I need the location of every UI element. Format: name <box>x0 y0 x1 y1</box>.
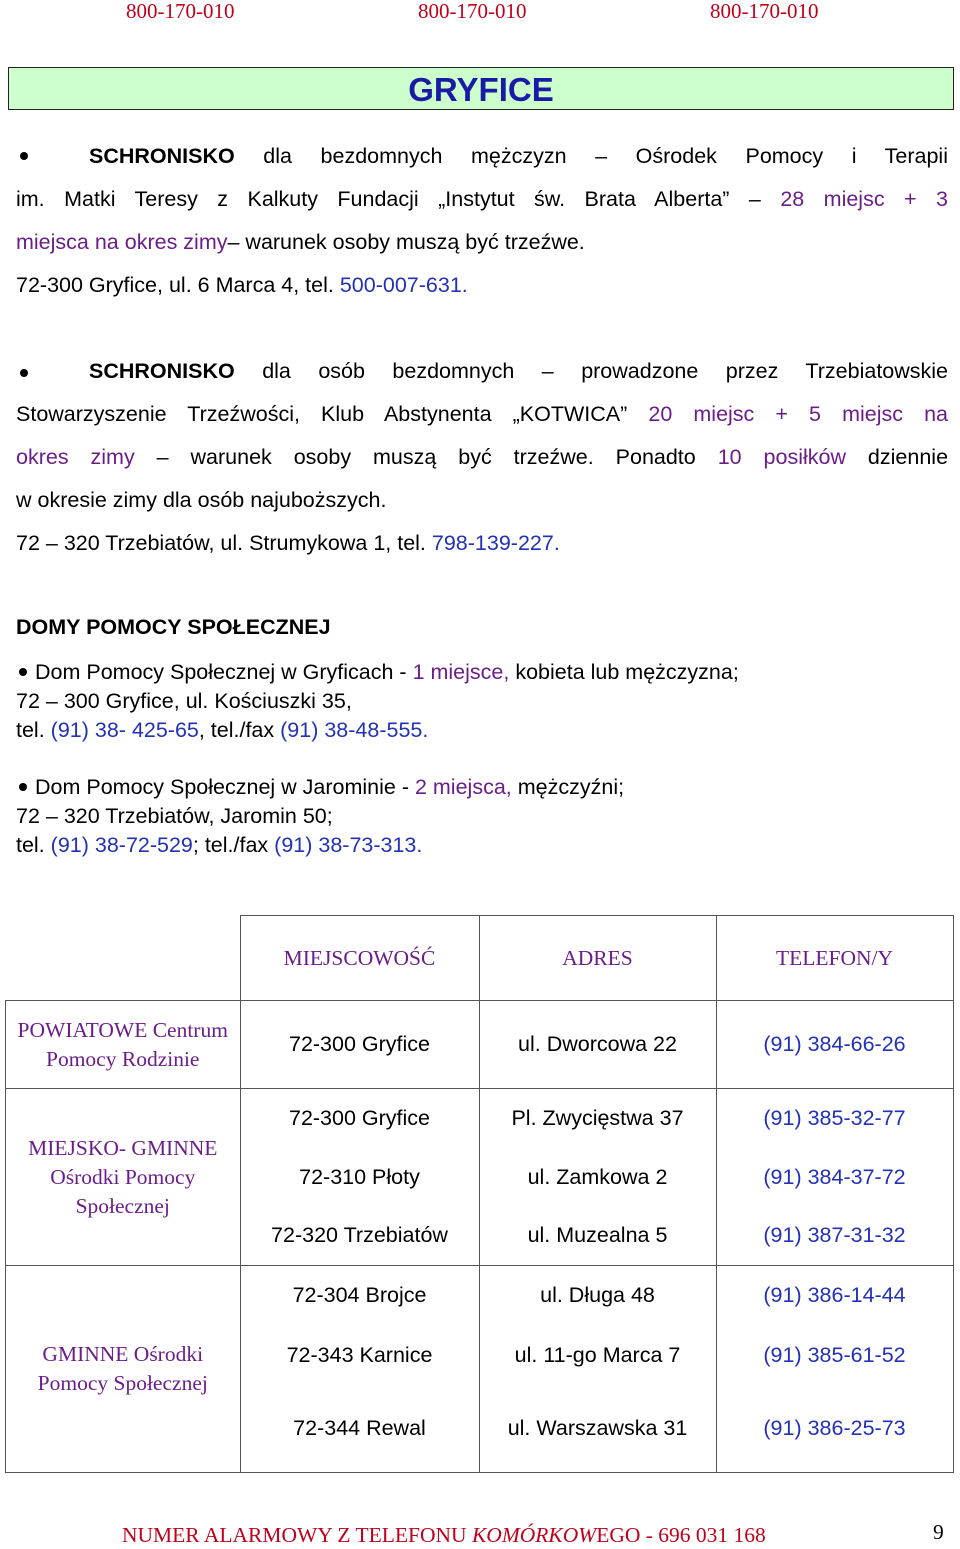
shelter1-phone: 500-007-631. <box>339 273 468 297</box>
shelter2-winter: okres zimy <box>16 445 135 469</box>
cell-phone: (91) 386-25-73 <box>716 1386 953 1473</box>
shelter2-desc: dla osób bezdomnych – prowadzone przez Trzebiatowskie <box>262 359 949 383</box>
fax-label: , tel./fax <box>198 718 281 742</box>
footer-number: EGO - 696 031 168 <box>596 1523 766 1547</box>
dps2-fax: (91) 38-73-313. <box>274 833 423 857</box>
dps1-phone: (91) 38- 425-65 <box>50 718 199 742</box>
dps2-places: 2 miejsca, <box>414 775 512 799</box>
shelter1-winter: miejsca na okres zimy <box>16 230 228 254</box>
empty-corner <box>6 916 241 1001</box>
cell-phone: (91) 385-32-77 <box>716 1089 953 1148</box>
hotline-number: 800-170-010 <box>710 0 819 23</box>
contacts-table <box>5 915 954 1473</box>
column-header-address: ADRES <box>479 916 716 1001</box>
dps2-address: 72 – 320 Trzebiatów, Jaromin 50; <box>16 804 333 828</box>
table-row <box>6 1001 954 1089</box>
cell-phone: (91) 387-31-32 <box>716 1207 953 1266</box>
footer-italic: KOMÓRKOW <box>471 1523 597 1547</box>
shelter1-org: im. Matki Teresy z Kalkuty Fundacji „Instytut św. Brata Alberta” – <box>16 187 781 211</box>
shelter2-line4: w okresie zimy dla osób najuboższych. <box>16 488 387 512</box>
hotline-number: 800-170-010 <box>126 0 235 23</box>
dps2-who: mężczyźni; <box>511 775 625 799</box>
column-header-place: MIEJSCOWOŚĆ <box>240 916 479 1001</box>
table-row <box>6 1089 954 1148</box>
cell-phone: (91) 384-37-72 <box>716 1148 953 1207</box>
shelter-name: SCHRONISKO <box>89 359 235 383</box>
cell-phone: (91) 385-61-52 <box>716 1326 953 1386</box>
footer-text: NUMER ALARMOWY Z TELEFONU <box>122 1523 472 1547</box>
shelter2-condition: – warunek osoby muszą być trzeźwe. Ponadto <box>134 445 718 469</box>
page-title: GRYFICE <box>408 71 554 108</box>
shelter2-org: Stowarzyszenie Trzeźwości, Klub Abstynenta „KOTWICA” <box>16 402 649 426</box>
dps-heading: DOMY POMOCY SPOŁECZNEJ <box>16 615 331 639</box>
dps2-phone: (91) 38-72-529 <box>50 833 193 857</box>
dps1-places: 1 miejsce, <box>412 660 510 684</box>
dps1-line1 <box>35 660 739 685</box>
cell-address: ul. Zamkowa 2 <box>479 1148 716 1207</box>
table-row <box>6 1266 954 1326</box>
fax-label: ; tel./fax <box>192 833 275 857</box>
cell-address: ul. Dworcowa 22 <box>479 1001 716 1089</box>
shelter1-address-text: 72-300 Gryfice, ul. 6 Marca 4, tel. <box>16 273 340 297</box>
bullet-icon <box>19 783 27 791</box>
cell-place: 72-343 Karnice <box>240 1326 479 1386</box>
table-header-row <box>6 916 954 1001</box>
dps1-who: kobieta lub mężczyzna; <box>509 660 739 684</box>
shelter1-desc: dla bezdomnych mężczyzn – Ośrodek Pomocy i Terapii <box>263 144 948 168</box>
shelter2-line2 <box>16 402 948 427</box>
dps1-fax: (91) 38-48-555. <box>280 718 429 742</box>
cell-address: ul. 11-go Marca 7 <box>479 1326 716 1386</box>
cell-address: ul. Muzealna 5 <box>479 1207 716 1266</box>
row-group-label: POWIATOWE Centrum Pomocy Rodzinie <box>6 1001 241 1089</box>
shelter2-address-text: 72 – 320 Trzebiatów, ul. Strumykowa 1, tel. <box>16 531 432 555</box>
cell-place: 72-300 Gryfice <box>240 1001 479 1089</box>
cell-place: 72-304 Brojce <box>240 1266 479 1326</box>
cell-phone: (91) 384-66-26 <box>716 1001 953 1089</box>
dps1-name: Dom Pomocy Społecznej w Gryficach - <box>35 660 413 684</box>
shelter2-line1 <box>89 359 948 384</box>
row-group-label: MIEJSKO- GMINNE Ośrodki Pomocy Społecznej <box>6 1089 241 1266</box>
dps2-phones <box>16 833 422 858</box>
dps1-phones <box>16 718 428 743</box>
bullet-icon <box>20 152 28 160</box>
cell-place: 72-320 Trzebiatów <box>240 1207 479 1266</box>
cell-place: 72-310 Płoty <box>240 1148 479 1207</box>
column-header-phone: TELEFON/Y <box>716 916 953 1001</box>
dps2-name: Dom Pomocy Społecznej w Jarominie - <box>35 775 415 799</box>
shelter2-phone: 798-139-227. <box>431 531 560 555</box>
cell-phone: (91) 386-14-44 <box>716 1266 953 1326</box>
cell-address: Pl. Zwycięstwa 37 <box>479 1089 716 1148</box>
row-group-label: GMINNE Ośrodki Pomocy Społecznej <box>6 1266 241 1473</box>
shelter1-line3 <box>16 230 585 255</box>
shelter-name: SCHRONISKO <box>89 144 235 168</box>
hotline-number: 800-170-010 <box>418 0 527 23</box>
shelter2-meals: 10 posiłków <box>717 445 846 469</box>
cell-place: 72-300 Gryfice <box>240 1089 479 1148</box>
shelter2-capacity: 20 miejsc + 5 miejsc na <box>648 402 948 426</box>
bullet-icon <box>20 369 28 377</box>
cell-place: 72-344 Rewal <box>240 1386 479 1473</box>
bullet-icon <box>19 668 27 676</box>
tel-label: tel. <box>16 833 51 857</box>
footer-alarm-number <box>122 1523 766 1548</box>
shelter1-capacity: 28 miejsc + 3 <box>780 187 948 211</box>
cell-address: ul. Długa 48 <box>479 1266 716 1326</box>
cell-address: ul. Warszawska 31 <box>479 1386 716 1473</box>
dps1-address: 72 – 300 Gryfice, ul. Kościuszki 35, <box>16 689 352 713</box>
page-number: 9 <box>933 1520 944 1544</box>
shelter1-line2 <box>16 187 948 212</box>
dps2-line1 <box>35 775 624 800</box>
shelter1-condition: – warunek osoby muszą być trzeźwe. <box>227 230 585 254</box>
shelter1-address <box>16 273 468 298</box>
shelter2-line3 <box>16 445 948 470</box>
tel-label: tel. <box>16 718 51 742</box>
shelter2-daily: dziennie <box>846 445 949 469</box>
title-banner <box>8 67 954 110</box>
shelter2-address <box>16 531 560 556</box>
shelter1-line1 <box>89 144 948 169</box>
